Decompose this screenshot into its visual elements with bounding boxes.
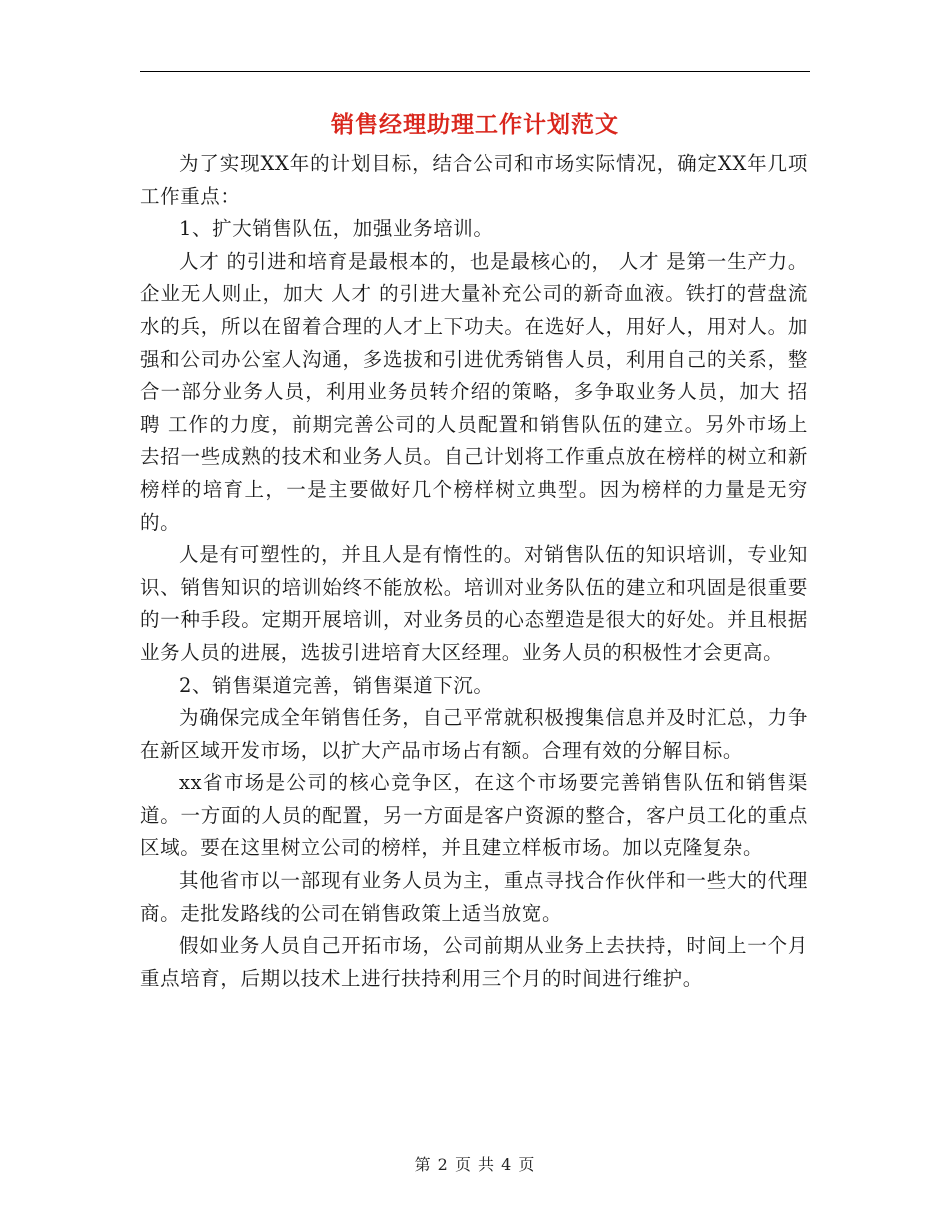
header-rule [140,71,810,72]
page-footer [0,1152,950,1175]
paragraph-other-markets: 其他省市以一部现有业务人员为主，重点寻找合作伙伴和一些大的代理商。走批发路线的公司在销售政策上适当放宽。 [140,869,808,925]
paragraph-sales-target: 为确保完成全年销售任务，自己平常就积极搜集信息并及时汇总，力争在新区域开发市场，以扩大产品市场占有额。合理有效的分解目标。 [140,706,808,762]
page-number-label: 第 2 页 共 4 页 [414,1155,536,1174]
paragraph-talent: 人才 的引进和培育是最根本的，也是最核心的， 人才 是第一生产力。企业无人则止，加大 人才 的引进大量补充公司的新奇血液。铁打的营盘流水的兵，所以在留着合理的人才上下功夫。在选好人，用好人，用对人。加强和公司办公室人沟通，多选拔和引进优秀销售人员，利用自己的关系，整合一部分业务人员，利用业务员转介绍的策略，多争取业务人员，加大 招聘 工作的力度，前期完善公司的人员配置和销售队伍的建立。另外市场上去招一些成熟的技术和业务人员。自己计划将工作重点放在榜样的树立和新榜样的培育上，一是主要做好几个榜样树立典型。因为榜样的力量是无穷的。 [140,249,808,534]
paragraph-support: 假如业务人员自己开拓市场，公司前期从业务上去扶持，时间上一个月重点培育，后期以技术上进行扶持利用三个月的时间进行维护。 [140,934,808,990]
paragraph-intro: 为了实现XX年的计划目标，结合公司和市场实际情况，确定XX年几项工作重点： [140,152,808,208]
section-heading-1: 1、扩大销售队伍，加强业务培训。 [179,217,494,241]
document-title: 销售经理助理工作计划范文 [331,111,619,138]
section-heading-2: 2、销售渠道完善，销售渠道下沉。 [179,673,494,697]
paragraph-core-market: xx省市场是公司的核心竞争区，在这个市场要完善销售队伍和销售渠道。一方面的人员的配置，另一方面是客户资源的整合，客户员工化的重点区域。要在这里树立公司的榜样，并且建立样板市场。加以克隆复杂。 [140,771,808,860]
paragraph-training: 人是有可塑性的，并且人是有惰性的。对销售队伍的知识培训，专业知识、销售知识的培训始终不能放松。培训对业务队伍的建立和巩固是很重要的一种手段。定期开展培训，对业务员的心态塑造是很大的好处。并且根据业务人员的进展，选拔引进培育大区经理。业务人员的积极性才会更高。 [140,543,808,664]
document-body [140,148,808,995]
